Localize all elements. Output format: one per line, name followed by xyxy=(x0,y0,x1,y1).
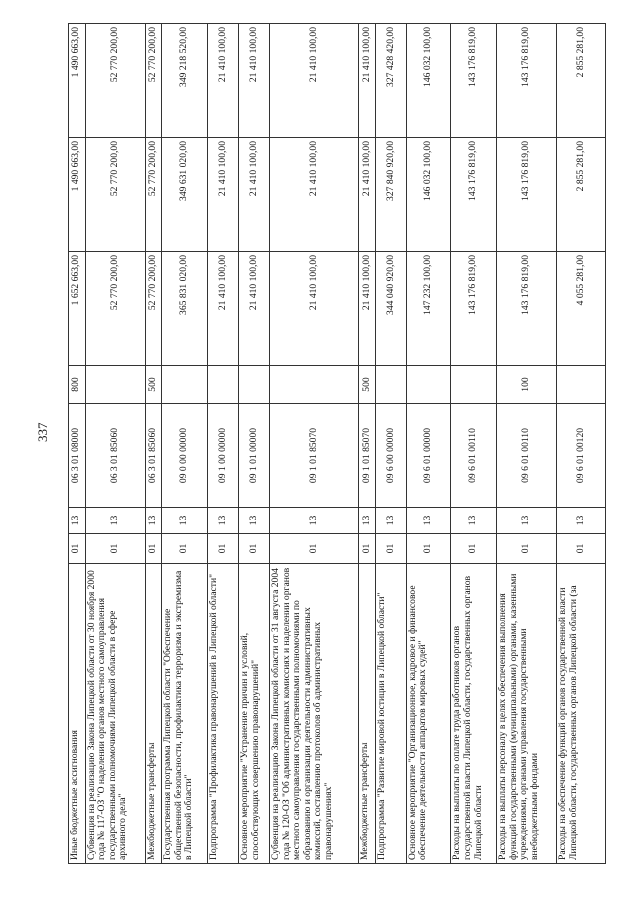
row-section: 01 xyxy=(238,534,269,564)
row-amount-2: 327 840 920,00 xyxy=(375,138,406,252)
row-name: Межбюджетные трансферты xyxy=(359,564,376,864)
row-amount-2: 1 490 663,00 xyxy=(69,138,86,252)
table-row xyxy=(359,24,376,864)
row-amount-2: 143 176 819,00 xyxy=(451,138,497,252)
row-expense-type xyxy=(375,366,406,404)
budget-table-rotated xyxy=(68,24,606,864)
row-amount-2: 21 410 100,00 xyxy=(359,138,376,252)
row-section: 01 xyxy=(145,534,162,564)
row-amount-3: 2 855 281,00 xyxy=(557,24,606,138)
row-amount-1: 1 652 663,00 xyxy=(69,252,86,366)
table-row xyxy=(406,24,451,864)
row-amount-3: 327 428 420,00 xyxy=(375,24,406,138)
row-amount-1: 52 770 200,00 xyxy=(145,252,162,366)
row-name: Основное мероприятие "Организационное, кадровое и финансовое обеспечение деятельности аппаратов мировых судей" xyxy=(406,564,451,864)
row-target-article: 09 6 01 00120 xyxy=(557,404,606,508)
table-row xyxy=(270,24,359,864)
row-subsection: 13 xyxy=(557,508,606,534)
row-target-article: 06 3 01 08000 xyxy=(69,404,86,508)
table-row xyxy=(145,24,162,864)
row-amount-3: 146 032 100,00 xyxy=(406,24,451,138)
row-target-article: 06 3 01 85060 xyxy=(85,404,145,508)
row-name: Расходы на обеспечение функций органов государственной власти Липецкой области, государственных органов Липецкой области (за xyxy=(557,564,606,864)
row-target-article: 09 6 00 00000 xyxy=(375,404,406,508)
row-target-article: 09 1 01 85070 xyxy=(270,404,359,508)
row-expense-type: 100 xyxy=(497,366,557,404)
table-row xyxy=(557,24,606,864)
row-subsection: 13 xyxy=(270,508,359,534)
row-amount-2: 21 410 100,00 xyxy=(238,138,269,252)
row-name: Субвенция на реализацию Закона Липецкой области от 30 ноября 2000 года № 117-ОЗ "О наделении органов местного самоуправления государственными полномочиями Липецкой области в сфере архивного дела" xyxy=(85,564,145,864)
row-amount-1: 21 410 100,00 xyxy=(207,252,238,366)
row-expense-type: 500 xyxy=(145,366,162,404)
row-amount-2: 146 032 100,00 xyxy=(406,138,451,252)
row-amount-3: 143 176 819,00 xyxy=(451,24,497,138)
row-amount-3: 143 176 819,00 xyxy=(497,24,557,138)
row-name: Расходы на выплаты по оплате труда работников органов государственной власти Липецкой области, государственных органов Липецкой области xyxy=(451,564,497,864)
table-row xyxy=(207,24,238,864)
row-section: 01 xyxy=(270,534,359,564)
row-section: 01 xyxy=(557,534,606,564)
row-amount-2: 21 410 100,00 xyxy=(207,138,238,252)
row-name: Иные бюджетные ассигнования xyxy=(69,564,86,864)
row-target-article: 09 0 00 00000 xyxy=(162,404,208,508)
row-amount-2: 2 855 281,00 xyxy=(557,138,606,252)
row-expense-type xyxy=(557,366,606,404)
row-target-article: 09 6 01 00110 xyxy=(451,404,497,508)
row-target-article: 09 6 01 00110 xyxy=(497,404,557,508)
row-amount-2: 52 770 200,00 xyxy=(145,138,162,252)
row-amount-1: 21 410 100,00 xyxy=(238,252,269,366)
row-section: 01 xyxy=(375,534,406,564)
table-row xyxy=(238,24,269,864)
row-section: 01 xyxy=(207,534,238,564)
row-expense-type: 500 xyxy=(359,366,376,404)
row-subsection: 13 xyxy=(69,508,86,534)
table-row xyxy=(85,24,145,864)
row-name: Субвенция на реализацию Закона Липецкой области от 31 августа 2004 года № 120-ОЗ "Об административных комиссиях и наделении органов местного самоуправления государственными полномочиями по образованию и организации деятельности административных комиссий, составлению протоколов об административных правонарушениях" xyxy=(270,564,359,864)
row-subsection: 13 xyxy=(497,508,557,534)
row-target-article: 09 6 01 00000 xyxy=(406,404,451,508)
row-expense-type xyxy=(451,366,497,404)
row-section: 01 xyxy=(497,534,557,564)
row-amount-1: 21 410 100,00 xyxy=(359,252,376,366)
budget-table xyxy=(68,23,606,864)
row-subsection: 13 xyxy=(85,508,145,534)
row-expense-type xyxy=(270,366,359,404)
page-number: 337 xyxy=(35,422,50,442)
row-amount-3: 1 490 663,00 xyxy=(69,24,86,138)
row-target-article: 06 3 01 85060 xyxy=(145,404,162,508)
row-amount-3: 21 410 100,00 xyxy=(238,24,269,138)
row-amount-1: 344 040 920,00 xyxy=(375,252,406,366)
row-amount-1: 21 410 100,00 xyxy=(270,252,359,366)
row-name: Подпрограмма "Профилактика правонарушений в Липецкой области" xyxy=(207,564,238,864)
row-name: Межбюджетные трансферты xyxy=(145,564,162,864)
row-subsection: 13 xyxy=(375,508,406,534)
row-amount-3: 349 218 520,00 xyxy=(162,24,208,138)
row-subsection: 13 xyxy=(162,508,208,534)
row-subsection: 13 xyxy=(406,508,451,534)
table-row xyxy=(375,24,406,864)
row-name: Основное мероприятие "Устранение причин и условий, способствующих совершению правонарушений" xyxy=(238,564,269,864)
row-subsection: 13 xyxy=(451,508,497,534)
row-expense-type xyxy=(406,366,451,404)
row-amount-3: 21 410 100,00 xyxy=(207,24,238,138)
row-section: 01 xyxy=(69,534,86,564)
row-subsection: 13 xyxy=(207,508,238,534)
row-amount-3: 21 410 100,00 xyxy=(270,24,359,138)
row-section: 01 xyxy=(406,534,451,564)
row-amount-2: 52 770 200,00 xyxy=(85,138,145,252)
row-section: 01 xyxy=(85,534,145,564)
table-row xyxy=(162,24,208,864)
row-amount-3: 52 770 200,00 xyxy=(85,24,145,138)
row-amount-1: 365 831 020,00 xyxy=(162,252,208,366)
table-row xyxy=(451,24,497,864)
row-amount-2: 21 410 100,00 xyxy=(270,138,359,252)
table-row xyxy=(497,24,557,864)
row-name: Подпрограмма "Развитие мировой юстиции в Липецкой области" xyxy=(375,564,406,864)
row-subsection: 13 xyxy=(145,508,162,534)
row-amount-1: 4 055 281,00 xyxy=(557,252,606,366)
row-amount-3: 52 770 200,00 xyxy=(145,24,162,138)
row-expense-type xyxy=(162,366,208,404)
row-name: Государственная программа Липецкой области "Обеспечение общественной безопасности, профилактика терроризма и экстремизма в Липецкой области" xyxy=(162,564,208,864)
row-subsection: 13 xyxy=(359,508,376,534)
row-section: 01 xyxy=(359,534,376,564)
row-amount-1: 143 176 819,00 xyxy=(497,252,557,366)
row-amount-1: 52 770 200,00 xyxy=(85,252,145,366)
row-section: 01 xyxy=(162,534,208,564)
row-amount-2: 349 631 020,00 xyxy=(162,138,208,252)
row-expense-type xyxy=(207,366,238,404)
row-expense-type xyxy=(85,366,145,404)
row-expense-type: 800 xyxy=(69,366,86,404)
table-row xyxy=(69,24,86,864)
row-subsection: 13 xyxy=(238,508,269,534)
row-amount-1: 143 176 819,00 xyxy=(451,252,497,366)
row-section: 01 xyxy=(451,534,497,564)
row-target-article: 09 1 00 00000 xyxy=(207,404,238,508)
row-name: Расходы на выплаты персоналу в целях обеспечения выполнения функций государственными (муниципальными) органами, казенными учреждениями, органами управления государственными внебюджетными фондами xyxy=(497,564,557,864)
row-amount-1: 147 232 100,00 xyxy=(406,252,451,366)
row-amount-3: 21 410 100,00 xyxy=(359,24,376,138)
row-target-article: 09 1 01 85070 xyxy=(359,404,376,508)
row-expense-type xyxy=(238,366,269,404)
row-amount-2: 143 176 819,00 xyxy=(497,138,557,252)
row-target-article: 09 1 01 00000 xyxy=(238,404,269,508)
